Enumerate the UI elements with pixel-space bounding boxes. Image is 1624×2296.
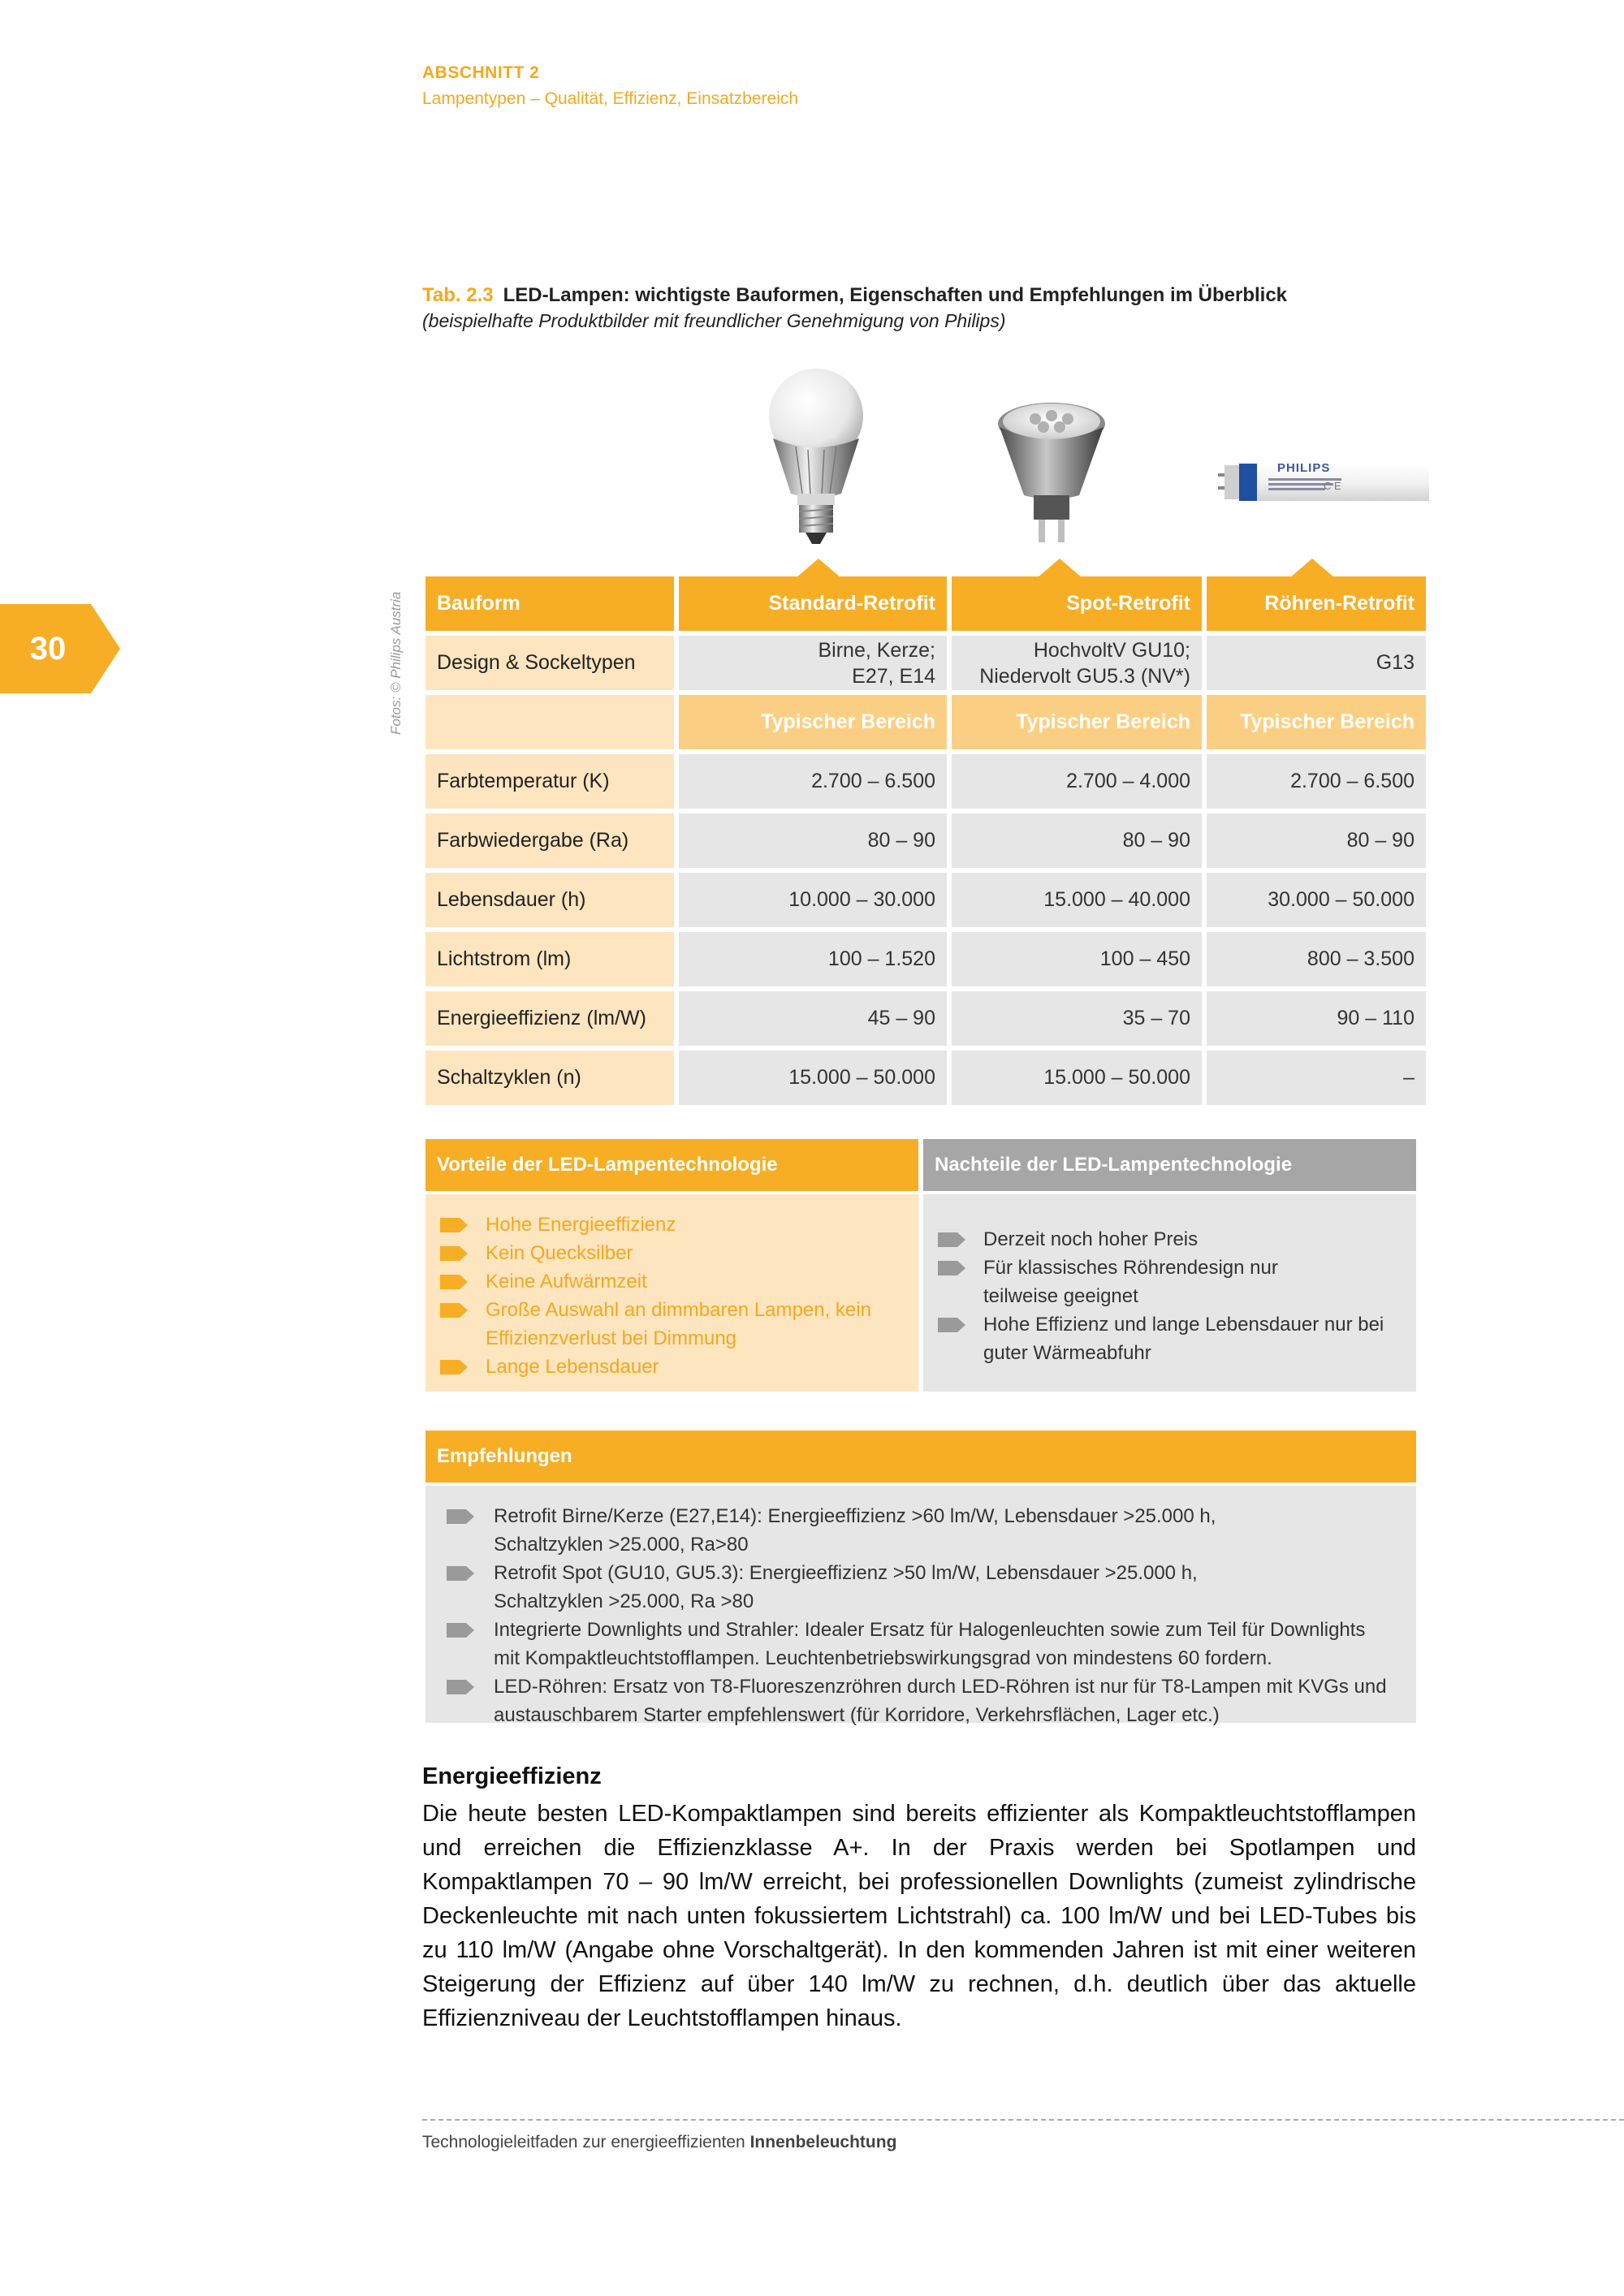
- design-cell: G13: [1207, 636, 1426, 690]
- value-cell: 80 – 90: [1207, 814, 1426, 868]
- svg-text:C E: C E: [1324, 480, 1341, 492]
- list-item: [425, 1296, 878, 1353]
- pros-box: [425, 1194, 918, 1392]
- list-item: [425, 1672, 1416, 1729]
- design-cell: [679, 636, 947, 690]
- subheader-cell: Typischer Bereich: [952, 695, 1202, 749]
- list-item-text: Für klassisches Röhrendesign nur teilweise geeignet: [983, 1257, 1278, 1307]
- list-item: [923, 1225, 1400, 1254]
- empty-label-cell: [425, 695, 674, 749]
- bullet-arrow-icon: [440, 1218, 468, 1232]
- footer: [422, 2133, 896, 2152]
- bullet-arrow-icon: [447, 1680, 474, 1694]
- footer-text: Technologieleitfaden zur energieeffizienten: [422, 2133, 745, 2151]
- cell-line: HochvoltV GU10;: [1033, 638, 1190, 662]
- lamp-comparison-table: [425, 576, 1416, 1105]
- list-item-text: Derzeit noch hoher Preis: [983, 1228, 1199, 1250]
- body-paragraph: Die heute besten LED-Kompaktlampen sind bereits effizienter als Kompaktleuchtstofflampen und erreichen die Effizienzklasse A+. In der Praxis werden bei Spotlampen und Kompaktlampen 70 – 90 lm/W erreicht, bei professionellen Downlights (zumeist zylindrische Deckenleuchte mit nach unten fokussiertem Lichtstrahl) ca. 100 lm/W und bei LED-Tubes bis zu 110 lm/W (Angabe ohne Vorschaltgerät). In den kommenden Jahren ist mit einer weiteren Steigerung der Effizienz auf über 140 lm/W zu rechnen, d.h. deutlich über das aktuelle Effizienzniveau der Leuchtstofflampen hinaus.: [422, 1801, 1416, 2031]
- value-cell: 2.700 – 4.000: [952, 754, 1202, 809]
- value-cell: 15.000 – 50.000: [952, 1051, 1202, 1105]
- value-cell: 2.700 – 6.500: [679, 754, 947, 809]
- list-item-text: Keine Aufwärmzeit: [486, 1271, 647, 1293]
- list-item-text: LED-Röhren: Ersatz von T8-Fluoreszenzröhren durch LED-Röhren ist nur für T8-Lampen mit KVGs und austauschbarem Starter empfehlenswert (für Korridore, Verkehrsflächen, Lager etc.): [494, 1676, 1387, 1726]
- value-cell: 30.000 – 50.000: [1207, 873, 1426, 927]
- section-subtitle: Lampentypen – Qualität, Effizienz, Einsatzbereich: [422, 89, 799, 108]
- list-item: [425, 1239, 878, 1267]
- footer-divider: [422, 2119, 1624, 2121]
- list-item: [425, 1211, 878, 1239]
- value-cell: 100 – 1.520: [679, 932, 947, 986]
- list-item: [425, 1616, 1416, 1672]
- value-cell: 2.700 – 6.500: [1207, 754, 1426, 809]
- row-label: Farbtemperatur (K): [425, 754, 674, 809]
- value-cell: 10.000 – 30.000: [679, 873, 947, 927]
- table-title: LED-Lampen: wichtigste Bauformen, Eigenschaften und Empfehlungen im Überblick: [503, 284, 1288, 306]
- philips-brand-label: PHILIPS: [1277, 461, 1331, 475]
- list-item-text: Integrierte Downlights und Strahler: Idealer Ersatz für Halogenleuchten sowie zum Teil für Downlights mit Kompaktleuchtstofflampen. Leuchtenbetriebswirkungsgrad von mindestens 60 fordern.: [494, 1619, 1366, 1669]
- cons-box: [923, 1194, 1416, 1392]
- table-caption: [422, 284, 1287, 307]
- list-item-text: Retrofit Spot (GU10, GU5.3): Energieeffizienz >50 lm/W, Lebensdauer >25.000 h, Schaltzyklen >25.000, Ra >80: [494, 1562, 1198, 1612]
- list-item-text: Lange Lebensdauer: [486, 1356, 659, 1378]
- recommendations-box: [425, 1486, 1416, 1726]
- table-subcaption: (beispielhafte Produktbilder mit freundlicher Genehmigung von Philips): [422, 310, 1006, 331]
- header-cell: Röhren-Retrofit: [1207, 576, 1426, 631]
- header-cell: Spot-Retrofit: [952, 576, 1202, 631]
- list-item: [425, 1559, 1416, 1616]
- list-item: [923, 1310, 1400, 1367]
- section-heading: Energieeffizienz: [422, 1763, 602, 1789]
- column-pointer-tube: [1289, 559, 1335, 578]
- spot-retrofit-lamp-image: [995, 399, 1108, 546]
- bullet-arrow-icon: [440, 1275, 468, 1289]
- list-item: [425, 1502, 1416, 1559]
- subheader-cell: Typischer Bereich: [1207, 695, 1426, 749]
- value-cell: 15.000 – 50.000: [679, 1051, 947, 1105]
- header-cell: Bauform: [425, 576, 674, 631]
- header-cell: Standard-Retrofit: [679, 576, 947, 631]
- cons-heading: Nachteile der LED-Lampentechnologie: [923, 1139, 1416, 1191]
- column-pointer-spot: [1037, 559, 1082, 578]
- value-cell: –: [1207, 1051, 1426, 1105]
- footer-bold-text: Innenbeleuchtung: [749, 2133, 897, 2151]
- bullet-arrow-icon: [440, 1360, 468, 1375]
- bullet-arrow-icon: [447, 1623, 474, 1638]
- recommendations-heading: Empfehlungen: [425, 1431, 1416, 1482]
- value-cell: 35 – 70: [952, 991, 1202, 1046]
- photo-credit: Fotos: © Philips Austria: [388, 591, 404, 735]
- list-item: [923, 1254, 1400, 1310]
- table-number: Tab. 2.3: [422, 284, 494, 306]
- list-item-text: Hohe Effizienz und lange Lebensdauer nur bei guter Wärmeabfuhr: [983, 1314, 1384, 1364]
- bullet-arrow-icon: [938, 1232, 965, 1247]
- bullet-arrow-icon: [938, 1261, 965, 1275]
- bullet-arrow-icon: [447, 1566, 474, 1581]
- row-label: Design & Sockeltypen: [425, 636, 674, 690]
- value-cell: 80 – 90: [679, 814, 947, 868]
- list-item-text: Hohe Energieeffizienz: [486, 1214, 676, 1236]
- subheader-cell: Typischer Bereich: [679, 695, 947, 749]
- row-label: Lebensdauer (h): [425, 873, 674, 927]
- value-cell: 15.000 – 40.000: [952, 873, 1202, 927]
- pros-heading: Vorteile der LED-Lampentechnologie: [425, 1139, 918, 1191]
- list-item: [425, 1353, 878, 1381]
- cell-line: Birne, Kerze;: [818, 638, 935, 662]
- value-cell: 800 – 3.500: [1207, 932, 1426, 986]
- row-label: Lichtstrom (lm): [425, 932, 674, 986]
- column-pointer-standard: [796, 559, 841, 578]
- list-item-text: Große Auswahl an dimmbaren Lampen, kein Effizienzverlust bei Dimmung: [486, 1299, 871, 1349]
- value-cell: 80 – 90: [952, 814, 1202, 868]
- list-item-text: Kein Quecksilber: [486, 1242, 633, 1264]
- cell-line: E27, E14: [852, 664, 935, 688]
- bullet-arrow-icon: [440, 1246, 468, 1261]
- list-item: [425, 1267, 878, 1296]
- value-cell: 100 – 450: [952, 932, 1202, 986]
- value-cell: 45 – 90: [679, 991, 947, 1046]
- tube-retrofit-lamp-image: [1218, 451, 1429, 516]
- design-cell: [952, 636, 1202, 690]
- bullet-arrow-icon: [440, 1303, 468, 1318]
- row-label: Energieeffizienz (lm/W): [425, 991, 674, 1046]
- bullet-arrow-icon: [447, 1509, 474, 1524]
- row-label: Schaltzyklen (n): [425, 1051, 674, 1105]
- row-label: Farbwiedergabe (Ra): [425, 814, 674, 868]
- page-number: 30: [29, 631, 67, 667]
- bullet-arrow-icon: [938, 1318, 965, 1332]
- standard-retrofit-bulb-image: [763, 365, 869, 548]
- list-item-text: Retrofit Birne/Kerze (E27,E14): Energieeffizienz >60 lm/W, Lebensdauer >25.000 h, Schaltzyklen >25.000, Ra>80: [494, 1505, 1216, 1556]
- cell-line: Niedervolt GU5.3 (NV*): [979, 664, 1190, 688]
- value-cell: 90 – 110: [1207, 991, 1426, 1046]
- section-label: ABSCHNITT 2: [422, 63, 540, 82]
